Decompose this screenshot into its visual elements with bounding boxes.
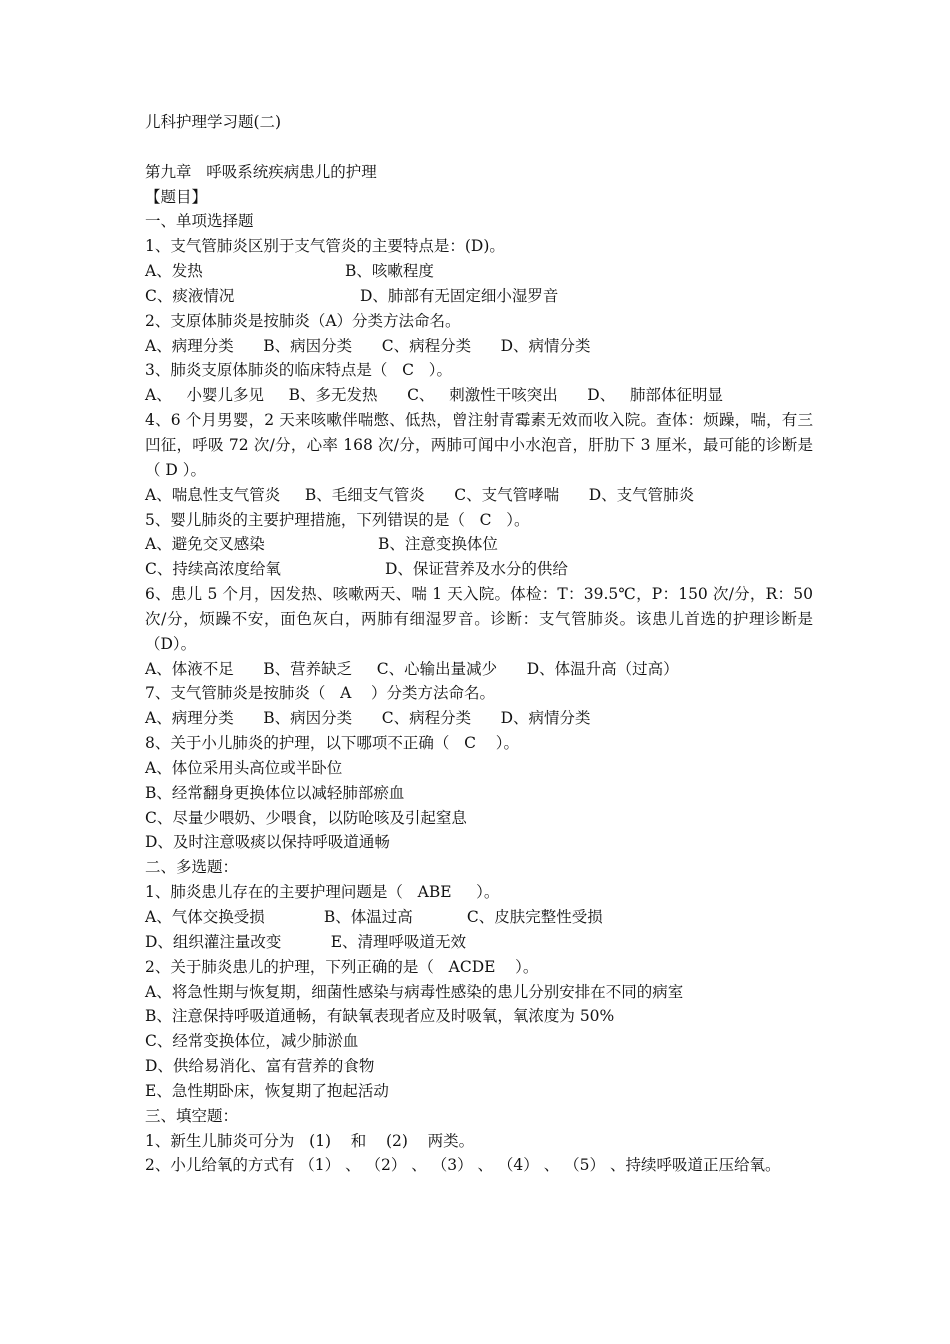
fill-question: 1、新生儿肺炎可分为 (1) 和 (2) 两类。 [145,1131,475,1150]
chapter-heading: 第九章 呼吸系统疾病患儿的护理 [145,162,377,181]
option-b: B、注意保持呼吸道通畅，有缺氧表现者应及时吸氧，氧浓度为 50% [145,1007,615,1026]
option-c: C、持续高浓度给氧 [145,560,281,579]
option-row: A、病理分类 B、病因分类 C、病程分类 D、病情分类 [145,709,591,728]
part2-heading: 二、多选题： [145,858,239,877]
fill-question: 2、小儿给氧的方式有 （1） 、 （2） 、 （3） 、 （4） 、 （5） 、持续呼吸道正压给氧。 [145,1156,781,1175]
option-row [145,557,813,582]
option-c: C、尽量少喂奶、少喂食，以防呛咳及引起窒息 [145,808,467,827]
question-stem: 2、关于肺炎患儿的护理，下列正确的是（ ACDE ）。 [145,957,539,976]
question-stem: 5、婴儿肺炎的主要护理措施，下列错误的是（ C ）。 [145,510,530,529]
option-a: A、将急性期与恢复期，细菌性感染与病毒性感染的患儿分别安排在不同的病室 [145,982,684,1001]
option-a: A、发热 [145,262,203,281]
option-row [145,284,813,309]
part1-heading: 一、单项选择题 [145,212,254,231]
option-row [145,532,813,557]
option-e: E、急性期卧床，恢复期了抱起活动 [145,1081,389,1100]
question-stem: 3、肺炎支原体肺炎的临床特点是（ C ）。 [145,361,453,380]
option-row [145,259,813,284]
question-stem: 7、支气管肺炎是按肺炎（ A ）分类方法命名。 [145,684,496,703]
option-c: C、痰液情况 [145,286,235,305]
part3-heading: 三、填空题： [145,1106,239,1125]
question-stem: 2、支原体肺炎是按肺炎（A）分类方法命名。 [145,311,461,330]
option-d: D、保证营养及水分的供给 [385,560,568,579]
option-row: A、气体交换受损 B、体温过高 C、皮肤完整性受损 [145,908,603,926]
option-b: B、咳嗽程度 [345,262,434,281]
document-body [145,110,813,1178]
option-row: A、喘息性支气管炎 B、毛细支气管炎 C、支气管哮喘 D、支气管肺炎 [145,485,695,504]
option-b: B、经常翻身更换体位以减轻肺部瘀血 [145,783,405,802]
question-stem: 1、肺炎患儿存在的主要护理问题是（ ABE ）。 [145,883,500,902]
question-stem: 4、6 个月男婴，2 天来咳嗽伴喘憋、低热，曾注射青霉素无效而收入院。查体：烦躁，喘，有三凹征，呼吸 72 次/分，心率 168 次/分，两肺可闻中小水泡音，肝肋下 3 厘米，最可能的诊断是（ D ）。 [145,411,813,479]
option-a: A、体位采用头高位或半卧位 [145,758,343,777]
option-a: A、避免交叉感染 [145,535,265,554]
option-row: A、病理分类 B、病因分类 C、病程分类 D、病情分类 [145,336,591,355]
option-d: D、供给易消化、富有营养的食物 [145,1057,375,1076]
question-stem: 1、支气管肺炎区别于支气管炎的主要特点是：(D)。 [145,237,505,256]
option-c: C、经常变换体位，减少肺淤血 [145,1032,359,1051]
option-b: B、注意变换体位 [378,535,498,554]
question-stem: 6、患儿 5 个月，因发热、咳嗽两天、喘 1 天入院。体检：T：39.5℃，P：150 次/分，R：50 次/分，烦躁不安，面色灰白，两肺有细湿罗音。诊断：支气管肺炎。该患儿首选的护理诊断是（D）。 [145,585,813,653]
option-row: D、组织灌注量改变 E、清理呼吸道无效 [145,932,467,951]
blank-line [145,135,813,160]
section-label: 【题目】 [145,187,208,206]
option-d: D、及时注意吸痰以保持呼吸道通畅 [145,833,390,852]
option-d: D、肺部有无固定细小湿罗音 [360,286,559,305]
option-row: A、 小婴儿多见 B、多无发热 C、 刺激性干咳突出 D、 肺部体征明显 [145,386,723,405]
option-row: A、体液不足 B、营养缺乏 C、心输出量减少 D、体温升高（过高） [145,659,679,678]
question-stem: 8、关于小儿肺炎的护理，以下哪项不正确（ C ）。 [145,734,519,753]
document-title: 儿科护理学习题(二) [145,113,282,131]
